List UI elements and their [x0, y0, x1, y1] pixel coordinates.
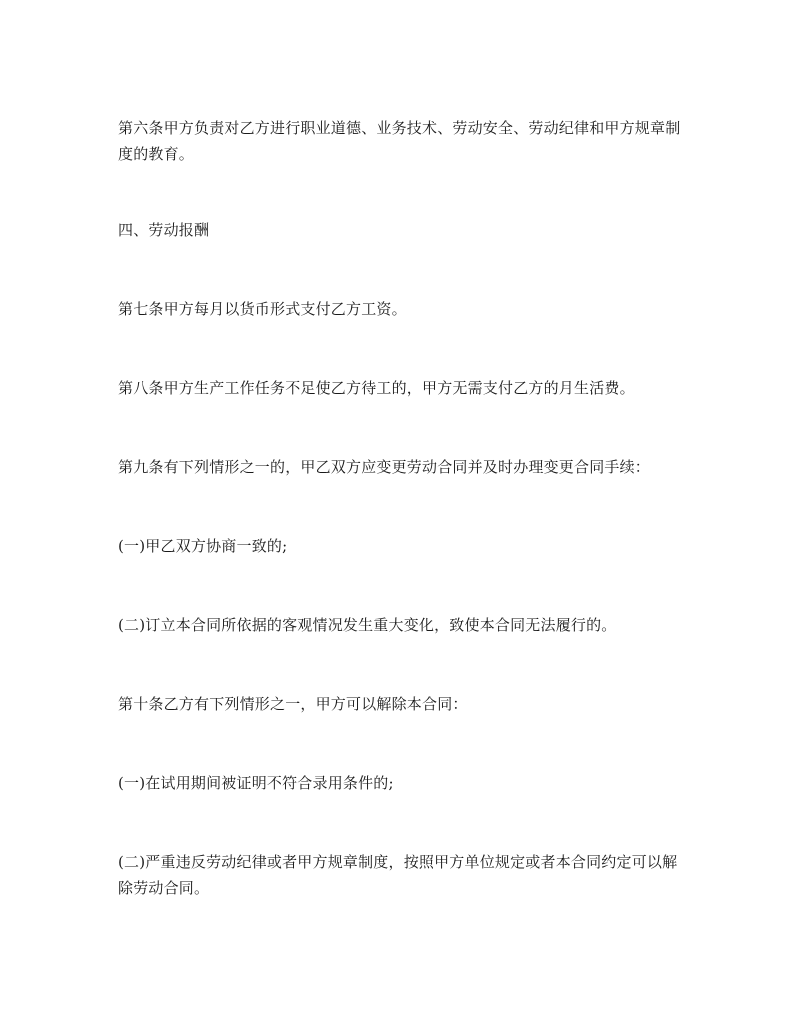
article-10-item-1: (一)在试用期间被证明不符合录用条件的;	[118, 774, 394, 792]
article-10-paragraph: 第十条乙方有下列情形之一，甲方可以解除本合同：	[118, 695, 468, 713]
article-9-paragraph: 第九条有下列情形之一的，甲乙双方应变更劳动合同并及时办理变更合同手续：	[118, 458, 651, 476]
article-8-paragraph: 第八条甲方生产工作任务不足使乙方待工的，甲方无需支付乙方的月生活费。	[118, 379, 635, 397]
article-6-paragraph: 第六条甲方负责对乙方进行职业道德、业务技术、劳动安全、劳动纪律和甲方规章制度的教育。	[118, 119, 681, 163]
article-10-item-2: (二)严重违反劳动纪律或者甲方规章制度，按照甲方单位规定或者本合同约定可以解除劳动合同。	[118, 853, 678, 897]
article-9-item-1: (一)甲乙双方协商一致的;	[118, 537, 288, 555]
section-heading-labor-pay: 四、劳动报酬	[118, 221, 210, 239]
article-7-paragraph: 第七条甲方每月以货币形式支付乙方工资。	[118, 300, 407, 318]
article-9-item-2: (二)订立本合同所依据的客观情况发生重大变化，致使本合同无法履行的。	[118, 616, 617, 634]
